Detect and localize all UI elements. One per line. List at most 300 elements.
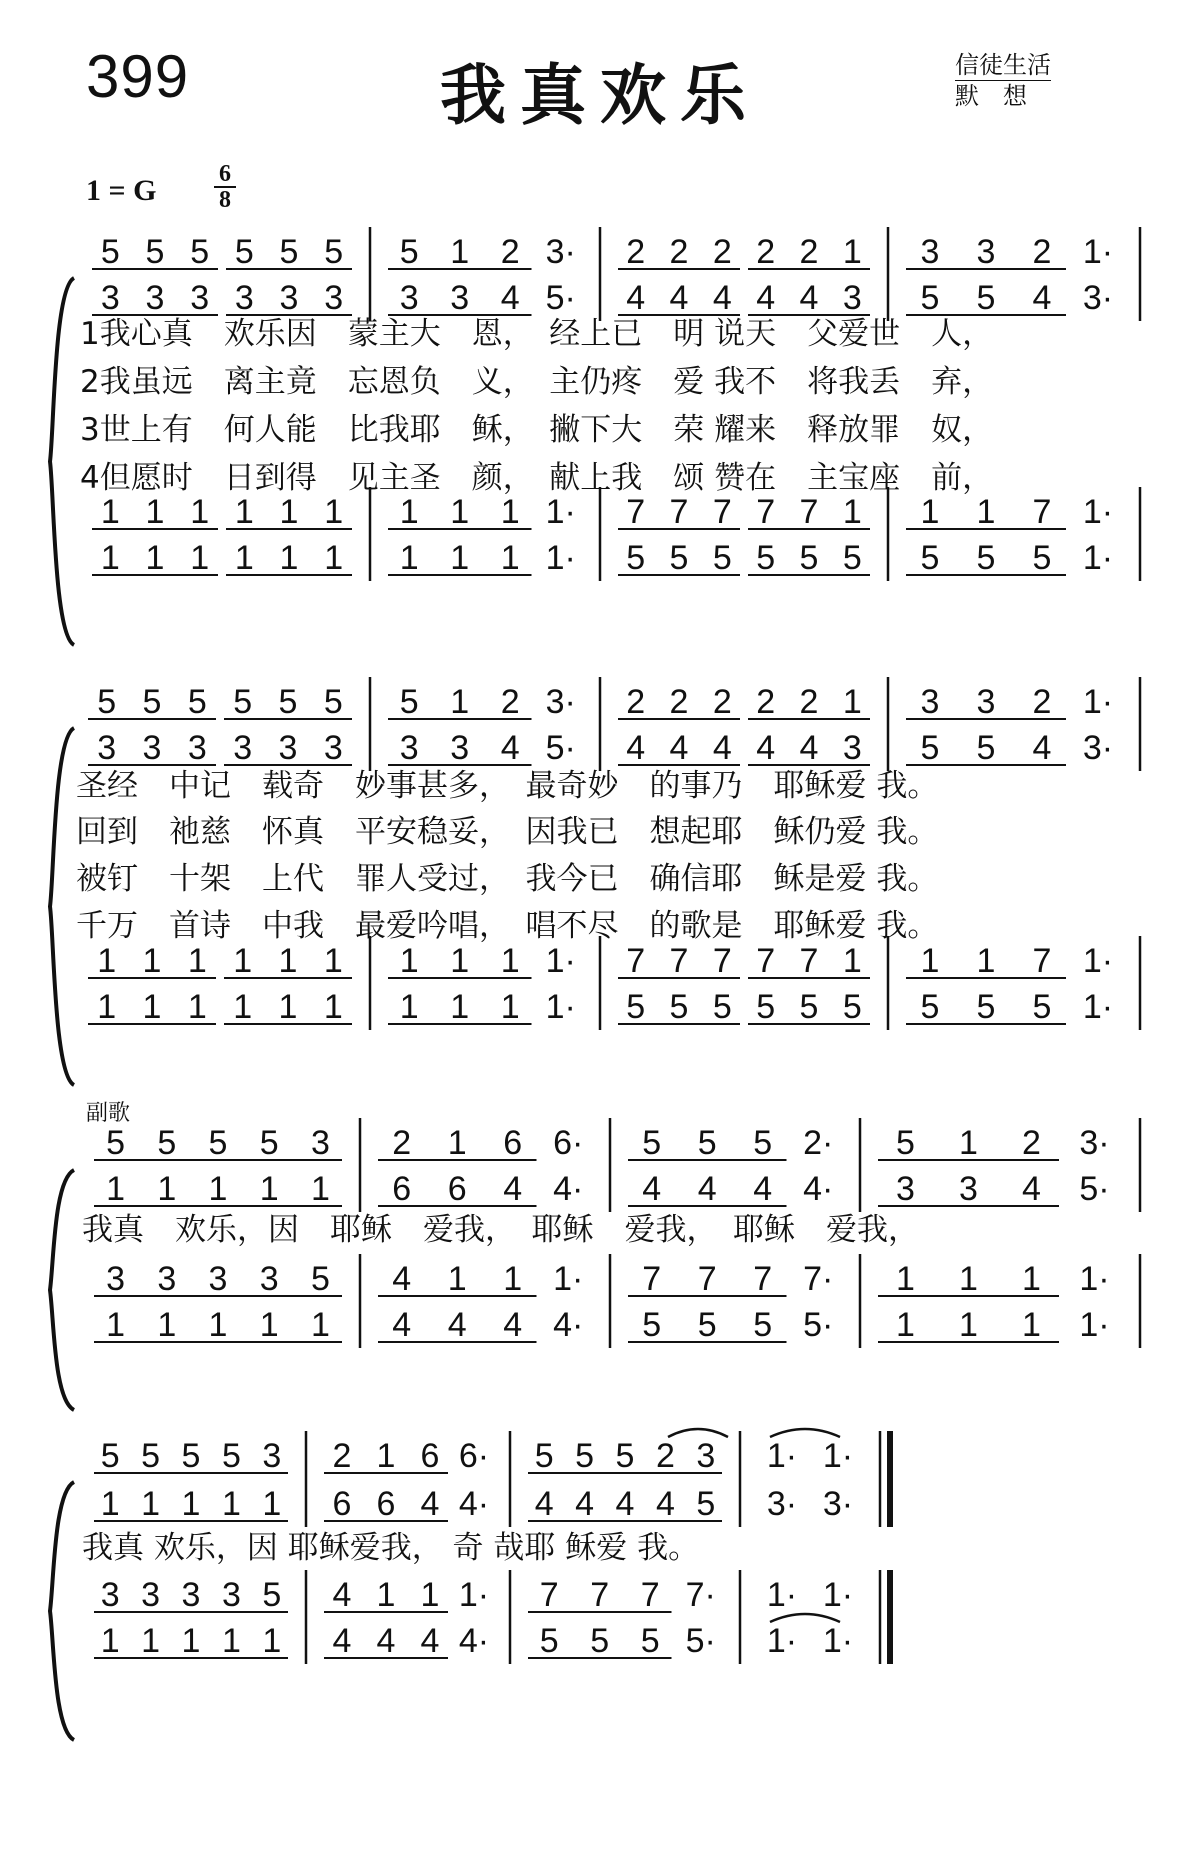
jianpu-note-soprano: 5 xyxy=(141,1437,161,1475)
jianpu-note-alto: 1 xyxy=(141,1485,161,1523)
jianpu-note-bass: 5 xyxy=(712,539,732,577)
jianpu-note-tenor: 7 xyxy=(669,493,689,531)
jianpu-note-tenor: 1 xyxy=(323,942,343,980)
jianpu-note-soprano: 5 xyxy=(181,1437,201,1475)
jianpu-note-alto: 6 xyxy=(332,1485,352,1523)
jianpu-note-soprano: 2 xyxy=(1022,1124,1041,1162)
lyric-line: 回到 祂慈 怀真 平安稳妥， 因我已 想起耶 稣仍爱 我。 xyxy=(76,814,939,850)
jianpu-note-bass: 1 xyxy=(190,539,210,577)
jianpu-note-soprano: 1 xyxy=(842,683,862,721)
jianpu-note-tenor: 7 xyxy=(799,942,819,980)
jianpu-note-bass: 4 xyxy=(447,1306,467,1344)
jianpu-note-soprano: 3 xyxy=(920,683,940,721)
jianpu-note-alto: 4 xyxy=(534,1485,554,1523)
jianpu-note-soprano: 6· xyxy=(553,1124,584,1162)
jianpu-note-bass: 1· xyxy=(1082,539,1114,577)
jianpu-note-bass: 5 xyxy=(753,1306,773,1344)
jianpu-note-tenor: 1 xyxy=(234,493,254,531)
jianpu-note-tenor: 1 xyxy=(450,493,470,531)
jianpu-note-tenor: 1 xyxy=(190,493,210,531)
jianpu-note-soprano: 5 xyxy=(106,1124,126,1162)
jianpu-note-bass: 1 xyxy=(100,539,120,577)
jianpu-note-bass: 1 xyxy=(106,1306,126,1344)
jianpu-note-tenor: 1 xyxy=(100,493,120,531)
jianpu-note-alto: 3 xyxy=(959,1170,978,1208)
jianpu-note-soprano: 5 xyxy=(190,233,210,271)
jianpu-note-alto: 3 xyxy=(842,729,862,767)
jianpu-note-tenor: 1· xyxy=(1082,942,1114,980)
jianpu-note-bass: 1 xyxy=(187,988,207,1026)
jianpu-note-bass: 5 xyxy=(756,988,776,1026)
jianpu-note-bass: 5 xyxy=(712,988,732,1026)
jianpu-note-bass: 5 xyxy=(976,539,996,577)
jianpu-note-bass: 4 xyxy=(376,1622,396,1660)
jianpu-note-bass: 5 xyxy=(539,1622,559,1660)
key-signature: 1 = G xyxy=(86,174,157,207)
jianpu-note-alto: 5· xyxy=(1079,1170,1110,1208)
jianpu-note-soprano: 5 xyxy=(642,1124,662,1162)
jianpu-note-soprano: 6 xyxy=(420,1437,440,1475)
jianpu-note-alto: 5· xyxy=(545,729,576,767)
jianpu-note-alto: 3 xyxy=(450,279,470,317)
jianpu-note-alto: 1 xyxy=(221,1485,241,1523)
jianpu-note-soprano: 5 xyxy=(278,683,298,721)
jianpu-note-bass: 1· xyxy=(545,539,576,577)
jianpu-note-bass: 1 xyxy=(262,1622,282,1660)
jianpu-note-bass: 5 xyxy=(697,1306,717,1344)
jianpu-note-tenor: 1 xyxy=(278,942,298,980)
jianpu-note-soprano: 5 xyxy=(145,233,165,271)
jianpu-note-soprano: 3 xyxy=(976,233,996,271)
jianpu-note-soprano: 1 xyxy=(959,1124,978,1162)
jianpu-note-bass: 5 xyxy=(842,988,862,1026)
time-denominator: 8 xyxy=(219,187,231,213)
jianpu-note-tenor: 7 xyxy=(539,1576,559,1614)
jianpu-note-alto: 4 xyxy=(503,1170,523,1208)
jianpu-note-alto: 4 xyxy=(712,279,732,317)
jianpu-note-soprano: 3 xyxy=(310,1124,330,1162)
jianpu-note-tenor: 1· xyxy=(545,942,576,980)
jianpu-note-alto: 1 xyxy=(310,1170,330,1208)
lyric-line: 被钉 十架 上代 罪人受过， 我今已 确信耶 稣是爱 我。 xyxy=(76,861,939,897)
time-numerator: 6 xyxy=(214,162,236,188)
jianpu-note-alto: 3 xyxy=(233,729,253,767)
jianpu-note-bass: 1 xyxy=(157,1306,177,1344)
jianpu-note-tenor: 1· xyxy=(766,1576,798,1614)
jianpu-note-tenor: 3 xyxy=(100,1576,120,1614)
jianpu-note-alto: 1 xyxy=(262,1485,282,1523)
jianpu-note-tenor: 1 xyxy=(447,1260,467,1298)
jianpu-note-soprano: 2 xyxy=(655,1437,675,1475)
jianpu-note-soprano: 2 xyxy=(799,683,819,721)
jianpu-note-bass: 5 xyxy=(920,988,940,1026)
jianpu-note-alto: 4 xyxy=(712,729,732,767)
hymn-number: 399 xyxy=(86,43,190,110)
jianpu-note-alto: 5 xyxy=(920,729,940,767)
jianpu-note-alto: 4· xyxy=(553,1170,584,1208)
jianpu-note-soprano: 3 xyxy=(976,683,996,721)
jianpu-note-tenor: 1 xyxy=(187,942,207,980)
tie-bass-final xyxy=(770,1614,840,1622)
jianpu-note-soprano: 5 xyxy=(753,1124,773,1162)
jianpu-note-alto: 4 xyxy=(575,1485,595,1523)
jianpu-note-tenor: 7 xyxy=(640,1576,660,1614)
jianpu-note-tenor: 1· xyxy=(822,1576,854,1614)
jianpu-note-tenor: 1 xyxy=(896,1260,915,1298)
jianpu-note-soprano: 1· xyxy=(766,1437,798,1475)
jianpu-note-soprano: 2 xyxy=(500,683,520,721)
jianpu-note-alto: 3· xyxy=(1082,279,1114,317)
jianpu-note-tenor: 1 xyxy=(376,1576,396,1614)
jianpu-note-bass: 1 xyxy=(450,988,470,1026)
jianpu-note-alto: 4 xyxy=(420,1485,440,1523)
jianpu-note-bass: 1 xyxy=(141,1622,161,1660)
jianpu-note-bass: 1 xyxy=(324,539,344,577)
jianpu-note-bass: 1 xyxy=(100,1622,120,1660)
jianpu-note-alto: 4 xyxy=(626,279,646,317)
jianpu-note-soprano: 5 xyxy=(575,1437,595,1475)
jianpu-note-soprano: 2 xyxy=(799,233,819,271)
jianpu-note-alto: 4 xyxy=(756,279,776,317)
jianpu-note-bass: 1 xyxy=(208,1306,228,1344)
jianpu-note-tenor: 5 xyxy=(262,1576,282,1614)
jianpu-note-alto: 5 xyxy=(696,1485,716,1523)
jianpu-note-alto: 3 xyxy=(896,1170,915,1208)
system-brace xyxy=(50,1170,74,1410)
tie-soprano xyxy=(668,1429,728,1437)
jianpu-note-tenor: 7 xyxy=(799,493,819,531)
jianpu-note-soprano: 1 xyxy=(842,233,862,271)
hymn-title: 我真欢乐 xyxy=(440,57,760,134)
jianpu-note-soprano: 5 xyxy=(615,1437,635,1475)
jianpu-note-bass: 1 xyxy=(450,539,470,577)
jianpu-note-alto: 6 xyxy=(447,1170,467,1208)
jianpu-note-soprano: 5 xyxy=(142,683,162,721)
lyric-line: 千万 首诗 中我 最爱吟唱， 唱不尽 的歌是 耶稣爱 我。 xyxy=(76,908,939,944)
jianpu-note-alto: 3 xyxy=(190,279,210,317)
jianpu-note-tenor: 1 xyxy=(976,942,996,980)
jianpu-note-alto: 3 xyxy=(324,279,344,317)
jianpu-note-soprano: 2 xyxy=(712,233,732,271)
jianpu-note-alto: 4 xyxy=(655,1485,675,1523)
jianpu-note-bass: 1· xyxy=(1079,1306,1110,1344)
jianpu-note-alto: 3 xyxy=(278,729,298,767)
jianpu-note-bass: 5 xyxy=(976,988,996,1026)
jianpu-note-bass: 1 xyxy=(310,1306,330,1344)
jianpu-note-tenor: 1· xyxy=(1079,1260,1110,1298)
jianpu-note-tenor: 1 xyxy=(503,1260,523,1298)
jianpu-note-bass: 5 xyxy=(626,988,646,1026)
jianpu-note-bass: 1· xyxy=(766,1622,798,1660)
jianpu-note-tenor: 1 xyxy=(1022,1260,1041,1298)
jianpu-note-alto: 1 xyxy=(181,1485,201,1523)
jianpu-note-alto: 1 xyxy=(208,1170,228,1208)
jianpu-note-tenor: 7 xyxy=(756,942,776,980)
jianpu-note-soprano: 2 xyxy=(669,233,689,271)
jianpu-note-soprano: 5 xyxy=(259,1124,279,1162)
jianpu-note-soprano: 6· xyxy=(458,1437,490,1475)
jianpu-note-tenor: 1 xyxy=(959,1260,978,1298)
lyric-line: 我真 欢乐，因 耶稣 爱我， 耶稣 爱我， 耶稣 爱我， xyxy=(82,1212,919,1248)
jianpu-note-alto: 4 xyxy=(1022,1170,1041,1208)
jianpu-note-alto: 4 xyxy=(1032,279,1052,317)
jianpu-note-tenor: 1 xyxy=(399,942,419,980)
jianpu-note-tenor: 1 xyxy=(420,1576,440,1614)
jianpu-note-bass: 5 xyxy=(799,988,819,1026)
jianpu-note-alto: 5 xyxy=(976,279,996,317)
jianpu-note-alto: 3· xyxy=(822,1485,854,1523)
jianpu-note-soprano: 5 xyxy=(208,1124,228,1162)
jianpu-note-alto: 1 xyxy=(259,1170,279,1208)
credit-lyricist: 信徒生活 xyxy=(955,51,1051,79)
jianpu-note-alto: 4 xyxy=(615,1485,635,1523)
jianpu-note-tenor: 3 xyxy=(157,1260,177,1298)
jianpu-note-bass: 1 xyxy=(399,539,419,577)
jianpu-note-alto: 4· xyxy=(458,1485,490,1523)
jianpu-note-soprano: 3· xyxy=(545,683,576,721)
jianpu-note-tenor: 3 xyxy=(181,1576,201,1614)
jianpu-note-tenor: 7 xyxy=(626,942,646,980)
jianpu-note-bass: 1 xyxy=(323,988,343,1026)
jianpu-note-bass: 5 xyxy=(640,1622,660,1660)
jianpu-note-soprano: 2 xyxy=(1032,233,1052,271)
jianpu-note-tenor: 7 xyxy=(669,942,689,980)
jianpu-note-soprano: 1· xyxy=(1082,683,1114,721)
jianpu-note-bass: 1 xyxy=(142,988,162,1026)
jianpu-note-soprano: 2 xyxy=(712,683,732,721)
jianpu-note-tenor: 1 xyxy=(500,942,520,980)
jianpu-note-alto: 4 xyxy=(1032,729,1052,767)
lyric-line: 2我虽远 离主竟 忘恩负 义， 主仍疼 爱 我不 将我丢 弃， xyxy=(80,364,994,400)
jianpu-note-soprano: 3 xyxy=(262,1437,282,1475)
jianpu-note-bass: 1· xyxy=(1082,988,1114,1026)
jianpu-note-bass: 1 xyxy=(279,539,299,577)
jianpu-note-alto: 3 xyxy=(145,279,165,317)
jianpu-note-bass: 1 xyxy=(1022,1306,1041,1344)
jianpu-note-bass: 5 xyxy=(1032,988,1052,1026)
jianpu-note-soprano: 6 xyxy=(503,1124,523,1162)
jianpu-note-tenor: 7 xyxy=(642,1260,662,1298)
section-label: 副歌 xyxy=(86,1101,131,1126)
jianpu-note-tenor: 4 xyxy=(332,1576,352,1614)
jianpu-note-tenor: 1 xyxy=(500,493,520,531)
jianpu-note-tenor: 7· xyxy=(803,1260,834,1298)
jianpu-note-alto: 3 xyxy=(399,279,419,317)
jianpu-note-alto: 5 xyxy=(976,729,996,767)
jianpu-note-tenor: 7 xyxy=(1032,493,1052,531)
jianpu-note-alto: 5 xyxy=(920,279,940,317)
jianpu-note-bass: 5 xyxy=(756,539,776,577)
jianpu-note-bass: 1 xyxy=(500,988,520,1026)
jianpu-note-tenor: 1 xyxy=(920,942,940,980)
jianpu-note-alto: 1 xyxy=(157,1170,177,1208)
jianpu-note-bass: 5 xyxy=(842,539,862,577)
jianpu-note-bass: 5 xyxy=(920,539,940,577)
system-brace xyxy=(50,728,74,1085)
jianpu-note-soprano: 5 xyxy=(100,233,120,271)
jianpu-note-alto: 4 xyxy=(626,729,646,767)
jianpu-note-tenor: 1 xyxy=(233,942,253,980)
jianpu-note-alto: 5· xyxy=(545,279,576,317)
jianpu-note-tenor: 1 xyxy=(97,942,117,980)
jianpu-note-alto: 1 xyxy=(100,1485,120,1523)
jianpu-note-bass: 1 xyxy=(234,539,254,577)
jianpu-note-alto: 4 xyxy=(642,1170,662,1208)
jianpu-note-alto: 3 xyxy=(842,279,862,317)
jianpu-note-soprano: 2 xyxy=(756,233,776,271)
jianpu-note-soprano: 2 xyxy=(392,1124,412,1162)
lyric-line: 圣经 中记 载奇 妙事甚多， 最奇妙 的事乃 耶稣爱 我。 xyxy=(76,768,939,804)
jianpu-note-alto: 3 xyxy=(187,729,207,767)
lyric-line: 我真 欢乐，因 耶稣爱我， 奇 哉耶 稣爱 我。 xyxy=(82,1530,700,1566)
jianpu-note-soprano: 5 xyxy=(399,233,419,271)
jianpu-note-bass: 1 xyxy=(181,1622,201,1660)
jianpu-note-soprano: 5 xyxy=(896,1124,915,1162)
jianpu-note-bass: 4 xyxy=(332,1622,352,1660)
jianpu-note-tenor: 1 xyxy=(145,493,165,531)
jianpu-note-soprano: 5 xyxy=(323,683,343,721)
jianpu-note-bass: 1 xyxy=(399,988,419,1026)
system-brace xyxy=(50,1482,74,1740)
tie-soprano-final xyxy=(770,1429,840,1437)
jianpu-note-soprano: 1 xyxy=(447,1124,467,1162)
jianpu-note-alto: 4 xyxy=(756,729,776,767)
jianpu-note-soprano: 5 xyxy=(233,683,253,721)
jianpu-note-bass: 5 xyxy=(1032,539,1052,577)
jianpu-note-soprano: 1 xyxy=(450,683,470,721)
jianpu-note-bass: 1 xyxy=(959,1306,978,1344)
jianpu-note-tenor: 1 xyxy=(324,493,344,531)
jianpu-note-soprano: 5 xyxy=(534,1437,554,1475)
jianpu-note-tenor: 1 xyxy=(279,493,299,531)
jianpu-note-alto: 4 xyxy=(669,729,689,767)
jianpu-note-soprano: 5 xyxy=(187,683,207,721)
jianpu-note-soprano: 2 xyxy=(500,233,520,271)
jianpu-note-soprano: 2 xyxy=(756,683,776,721)
jianpu-note-soprano: 5 xyxy=(399,683,419,721)
jianpu-note-bass: 1 xyxy=(278,988,298,1026)
jianpu-note-tenor: 7 xyxy=(712,493,732,531)
jianpu-note-soprano: 5 xyxy=(157,1124,177,1162)
jianpu-note-alto: 3 xyxy=(323,729,343,767)
jianpu-note-tenor: 7 xyxy=(697,1260,717,1298)
jianpu-note-bass: 4· xyxy=(553,1306,584,1344)
jianpu-note-soprano: 3· xyxy=(545,233,576,271)
jianpu-note-tenor: 1· xyxy=(458,1576,490,1614)
jianpu-note-bass: 1· xyxy=(545,988,576,1026)
jianpu-note-alto: 3· xyxy=(766,1485,798,1523)
jianpu-note-tenor: 1 xyxy=(842,493,862,531)
jianpu-note-bass: 4· xyxy=(458,1622,490,1660)
jianpu-note-soprano: 1 xyxy=(376,1437,396,1475)
jianpu-note-alto: 4 xyxy=(799,729,819,767)
jianpu-note-alto: 3 xyxy=(234,279,254,317)
jianpu-note-tenor: 1 xyxy=(142,942,162,980)
jianpu-note-soprano: 5 xyxy=(221,1437,241,1475)
jianpu-note-bass: 5 xyxy=(626,539,646,577)
jianpu-note-soprano: 5 xyxy=(279,233,299,271)
jianpu-note-alto: 4 xyxy=(753,1170,773,1208)
jianpu-note-bass: 4 xyxy=(420,1622,440,1660)
jianpu-note-tenor: 3 xyxy=(208,1260,228,1298)
jianpu-note-alto: 3 xyxy=(450,729,470,767)
jianpu-note-alto: 4 xyxy=(500,729,520,767)
jianpu-note-soprano: 1 xyxy=(450,233,470,271)
jianpu-note-bass: 1 xyxy=(145,539,165,577)
jianpu-note-bass: 4 xyxy=(503,1306,523,1344)
jianpu-note-alto: 1 xyxy=(106,1170,126,1208)
jianpu-note-soprano: 5 xyxy=(324,233,344,271)
jianpu-note-bass: 5· xyxy=(803,1306,834,1344)
jianpu-note-tenor: 7 xyxy=(1032,942,1052,980)
jianpu-note-soprano: 5 xyxy=(697,1124,717,1162)
lyric-line: 4但愿时 日到得 见主圣 颜， 献上我 颂 赞在 主宝座 前， xyxy=(80,460,994,496)
jianpu-note-tenor: 7 xyxy=(712,942,732,980)
jianpu-note-tenor: 1 xyxy=(920,493,940,531)
jianpu-note-tenor: 3 xyxy=(141,1576,161,1614)
jianpu-note-alto: 3 xyxy=(100,279,120,317)
jianpu-note-tenor: 1 xyxy=(450,942,470,980)
credit-composer: 默 想 xyxy=(955,82,1027,110)
jianpu-note-soprano: 1· xyxy=(822,1437,854,1475)
system-brace xyxy=(50,278,74,645)
jianpu-note-tenor: 3 xyxy=(259,1260,279,1298)
jianpu-note-bass: 5 xyxy=(642,1306,662,1344)
jianpu-note-tenor: 1· xyxy=(545,493,576,531)
jianpu-note-bass: 5 xyxy=(669,539,689,577)
jianpu-note-soprano: 3 xyxy=(920,233,940,271)
jianpu-note-soprano: 2 xyxy=(332,1437,352,1475)
jianpu-note-alto: 6 xyxy=(376,1485,396,1523)
jianpu-note-bass: 4 xyxy=(392,1306,412,1344)
jianpu-note-alto: 4 xyxy=(500,279,520,317)
jianpu-note-alto: 6 xyxy=(392,1170,412,1208)
jianpu-note-tenor: 7 xyxy=(753,1260,773,1298)
jianpu-note-bass: 1 xyxy=(97,988,117,1026)
jianpu-note-soprano: 2· xyxy=(803,1124,834,1162)
jianpu-note-bass: 1· xyxy=(822,1622,854,1660)
jianpu-note-tenor: 1 xyxy=(842,942,862,980)
jianpu-note-soprano: 3 xyxy=(696,1437,716,1475)
jianpu-note-tenor: 1 xyxy=(976,493,996,531)
jianpu-note-soprano: 2 xyxy=(626,683,646,721)
jianpu-note-tenor: 3 xyxy=(221,1576,241,1614)
jianpu-note-bass: 1 xyxy=(896,1306,915,1344)
lyric-line: 1我心真 欢乐因 蒙主大 恩， 经上已 明 说天 父爱世 人， xyxy=(80,316,994,352)
jianpu-note-alto: 4 xyxy=(697,1170,717,1208)
jianpu-note-bass: 1 xyxy=(233,988,253,1026)
jianpu-note-alto: 3 xyxy=(279,279,299,317)
jianpu-note-soprano: 3· xyxy=(1079,1124,1110,1162)
jianpu-note-bass: 1 xyxy=(221,1622,241,1660)
jianpu-note-tenor: 7· xyxy=(685,1576,716,1614)
jianpu-note-alto: 4 xyxy=(669,279,689,317)
jianpu-note-alto: 4 xyxy=(799,279,819,317)
jianpu-note-alto: 3 xyxy=(97,729,117,767)
jianpu-note-tenor: 1· xyxy=(553,1260,584,1298)
jianpu-note-bass: 5 xyxy=(669,988,689,1026)
jianpu-note-tenor: 5 xyxy=(310,1260,330,1298)
jianpu-note-tenor: 3 xyxy=(106,1260,126,1298)
jianpu-note-bass: 5 xyxy=(799,539,819,577)
jianpu-note-soprano: 2 xyxy=(669,683,689,721)
jianpu-note-alto: 3 xyxy=(399,729,419,767)
jianpu-note-tenor: 7 xyxy=(626,493,646,531)
jianpu-note-bass: 1 xyxy=(259,1306,279,1344)
jianpu-note-alto: 3 xyxy=(142,729,162,767)
jianpu-note-tenor: 1· xyxy=(1082,493,1114,531)
jianpu-note-soprano: 5 xyxy=(100,1437,120,1475)
